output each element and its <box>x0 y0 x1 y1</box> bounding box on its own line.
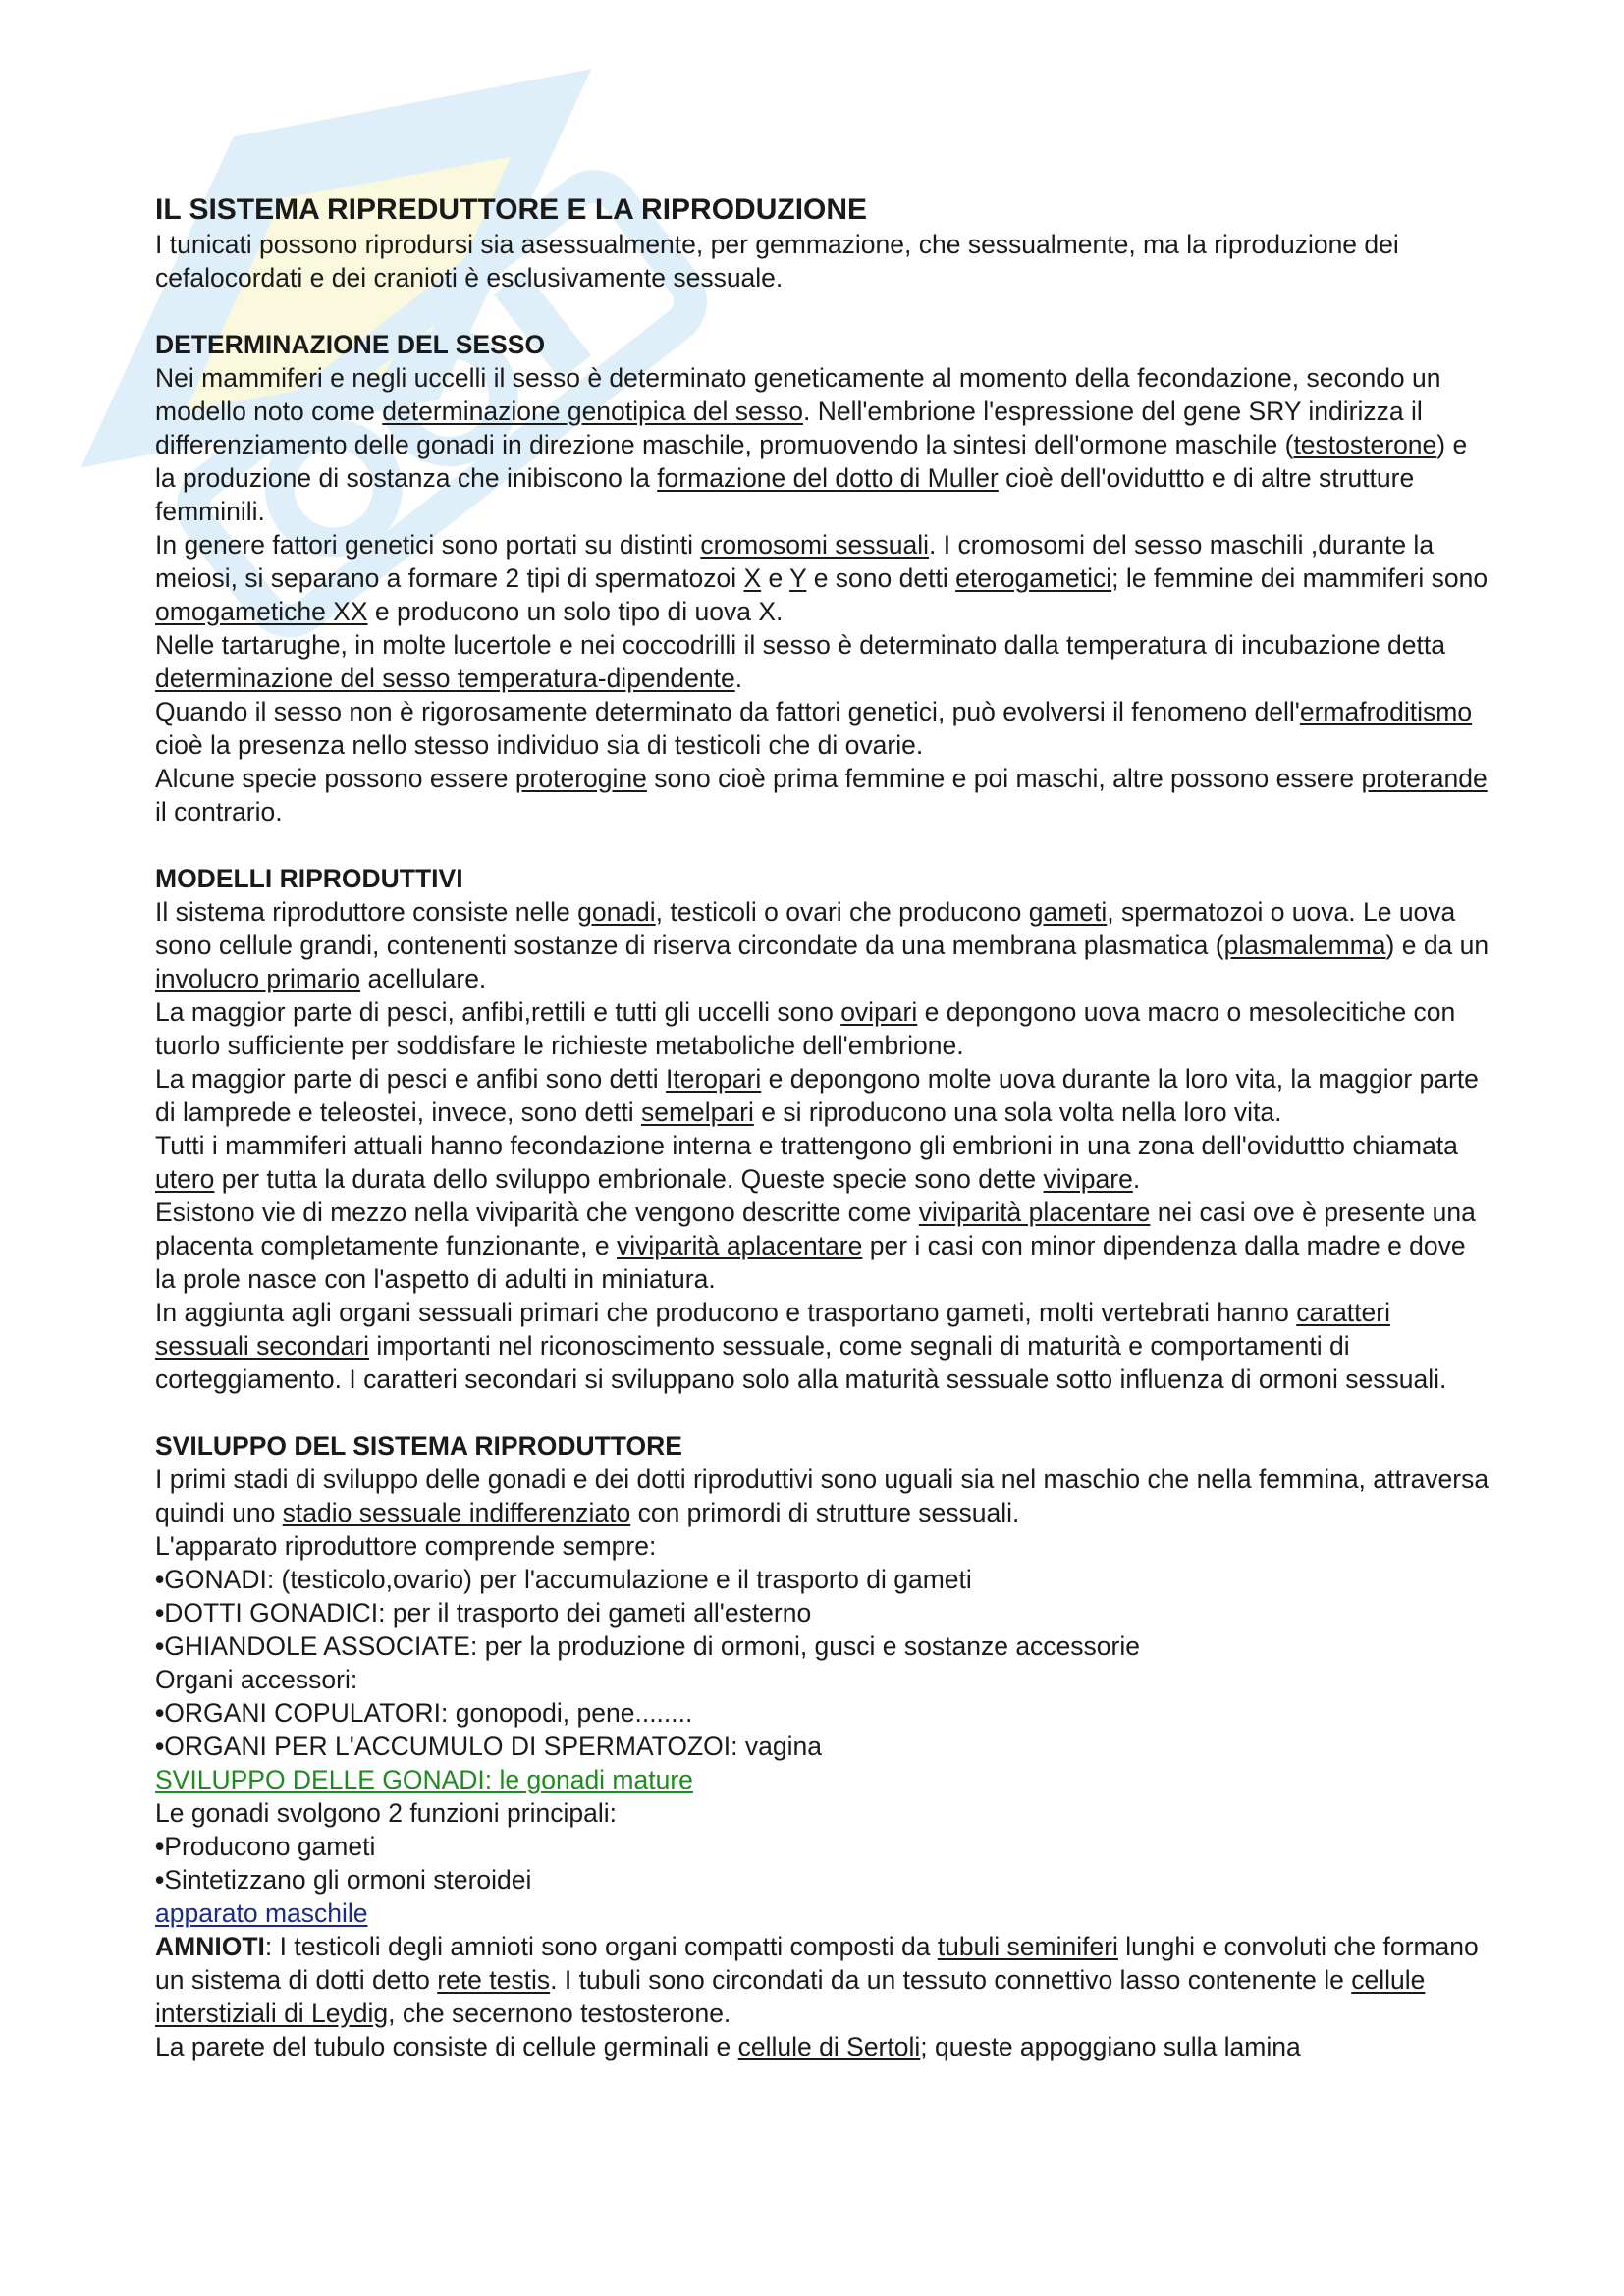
underlined-term: ovipari <box>840 997 918 1027</box>
list-item: •ORGANI COPULATORI: gonopodi, pene........ <box>155 1698 693 1728</box>
paragraph: La maggior parte di pesci, anfibi,rettili e tutti gli uccelli sono ovipari e depongono uova macro o mesolecitiche con tuorlo sufficiente per soddisfare le richieste metaboliche dell'embrione. <box>155 997 1456 1060</box>
paragraph: Nelle tartarughe, in molte lucertole e nei coccodrilli il sesso è determinato dalla temperatura di incubazione detta determinazione del sesso temperatura-dipendente. <box>155 630 1445 693</box>
underlined-term: stadio sessuale indifferenziato <box>282 1498 631 1527</box>
bullet-list-apparato <box>155 1563 1490 1663</box>
paragraph: In genere fattori genetici sono portati su distinti cromosomi sessuali. I cromosomi del sesso maschili ,durante la meiosi, si separano a formare 2 tipi di spermatozoi X e Y e sono detti eterogametici; le femmine dei mammiferi sono omogametiche XX e producono un solo tipo di uova X. <box>155 530 1489 626</box>
paragraph: La parete del tubulo consiste di cellule germinali e cellule di Sertoli; queste appoggiano sulla lamina <box>155 2032 1301 2061</box>
paragraph: Tutti i mammiferi attuali hanno fecondazione interna e trattengono gli embrioni in una zona dell'oviduttto chiamata utero per tutta la durata dello sviluppo embrionale. Queste specie sono dette vivipare. <box>155 1131 1458 1194</box>
underlined-term: gonadi <box>577 897 656 927</box>
bullet-icon: • <box>155 1732 165 1761</box>
underlined-term: X <box>743 563 762 593</box>
bullet-list-funzioni <box>155 1830 1490 1896</box>
underlined-term: viviparità aplacentare <box>616 1231 863 1260</box>
underlined-term: omogametiche XX <box>155 597 368 626</box>
bullet-list-accessori <box>155 1696 1490 1763</box>
underlined-term: cellule di Sertoli <box>737 2032 921 2061</box>
intro-paragraph: I tunicati possono riprodursi sia asessualmente, per gemmazione, che sessualmente, ma la riproduzione dei cefalocordati e dei cranioti è esclusivamente sessuale. <box>155 230 1399 293</box>
bullet-icon: • <box>155 1565 165 1594</box>
list-item: •DOTTI GONADICI: per il trasporto dei gameti all'esterno <box>155 1598 812 1628</box>
underlined-term: caratteri sessuali secondari <box>155 1298 1390 1361</box>
link-sviluppo-gonadi[interactable]: SVILUPPO DELLE GONADI: le gonadi mature <box>155 1765 693 1794</box>
underlined-term: vivipare <box>1043 1164 1133 1194</box>
list-item: •GHIANDOLE ASSOCIATE: per la produzione di ormoni, gusci e sostanze accessorie <box>155 1631 1140 1661</box>
list-item: •ORGANI PER L'ACCUMULO DI SPERMATOZOI: vagina <box>155 1732 822 1761</box>
bullet-icon: • <box>155 1832 165 1861</box>
paragraph: L'apparato riproduttore comprende sempre: <box>155 1531 657 1561</box>
underlined-term: eterogametici <box>955 563 1112 593</box>
underlined-term: gameti <box>1028 897 1108 927</box>
underlined-term: cromosomi sessuali <box>700 530 930 560</box>
paragraph: AMNIOTI: I testicoli degli amnioti sono organi compatti composti da tubuli seminiferi lunghi e convoluti che formano un sistema di dotti detto rete testis. I tubuli sono circondati da un tessuto connettivo lasso contenente le cellule interstiziali di Leydig, che secernono testosterone. <box>155 1932 1479 2028</box>
bullet-icon: • <box>155 1698 165 1728</box>
section-heading-modelli: MODELLI RIPRODUTTIVI <box>155 864 463 893</box>
paragraph: Alcune specie possono essere proterogine sono cioè prima femmine e poi maschi, altre possono essere proterande il contrario. <box>155 764 1488 827</box>
underlined-term: Y <box>789 563 807 593</box>
underlined-term: rete testis <box>437 1965 551 1995</box>
section-heading-sviluppo: SVILUPPO DEL SISTEMA RIPRODUTTORE <box>155 1431 682 1461</box>
paragraph: Quando il sesso non è rigorosamente determinato da fattori genetici, può evolversi il fenomeno dell'ermafroditismo cioè la presenza nello stesso individuo sia di testicoli che di ovarie. <box>155 697 1473 760</box>
underlined-term: cellule interstiziali di Leydig <box>155 1965 1426 2028</box>
paragraph: Il sistema riproduttore consiste nelle gonadi, testicoli o ovari che producono gameti, spermatozoi o uova. Le uova sono cellule grandi, contenenti sostanze di riserva circondate da una membrana plasmatica (plasmalemma) e da un involucro primario acellulare. <box>155 897 1489 993</box>
paragraph: I primi stadi di sviluppo delle gonadi e dei dotti riproduttivi sono uguali sia nel maschio che nella femmina, attraversa quindi uno stadio sessuale indifferenziato con primordi di strutture sessuali. <box>155 1465 1489 1527</box>
section-heading-determinazione: DETERMINAZIONE DEL SESSO <box>155 330 546 359</box>
list-item: •GONADI: (testicolo,ovario) per l'accumulazione e il trasporto di gameti <box>155 1565 972 1594</box>
underlined-term: proterande <box>1361 764 1488 793</box>
document-page <box>155 192 1490 2063</box>
paragraph: Le gonadi svolgono 2 funzioni principali: <box>155 1798 617 1828</box>
underlined-term: semelpari <box>640 1097 754 1127</box>
underlined-term: determinazione genotipica del sesso <box>382 397 803 426</box>
bullet-icon: • <box>155 1631 165 1661</box>
bullet-icon: • <box>155 1865 165 1895</box>
underlined-term: tubuli seminiferi <box>937 1932 1118 1961</box>
underlined-term: viviparità placentare <box>918 1198 1151 1227</box>
paragraph: Organi accessori: <box>155 1665 358 1694</box>
underlined-term: testosterone <box>1293 430 1437 459</box>
page-title: IL SISTEMA RIPREDUTTORE E LA RIPRODUZIONE <box>155 193 868 226</box>
underlined-term: ermafroditismo <box>1299 697 1473 726</box>
link-apparato-maschile[interactable]: apparato maschile <box>155 1898 368 1928</box>
underlined-term: plasmalemma <box>1223 931 1386 960</box>
paragraph: Esistono vie di mezzo nella viviparità che vengono descritte come viviparità placentare nei casi ove è presente una placenta completamente funzionante, e viviparità aplacentare per i casi con minor dipendenza dalla madre e dove la prole nasce con l'aspetto di adulti in miniatura. <box>155 1198 1476 1294</box>
paragraph: Nei mammiferi e negli uccelli il sesso è determinato geneticamente al momento della fecondazione, secondo un modello noto come determinazione genotipica del sesso. Nell'embrione l'espressione del gene SRY indirizza il differenziamento delle gonadi in direzione maschile, promuovendo la sintesi dell'ormone maschile (testosterone) e la produzione di sostanza che inibiscono la formazione del dotto di Muller cioè dell'oviduttto e di altre strutture femminili. <box>155 363 1468 526</box>
underlined-term: involucro primario <box>155 964 361 993</box>
bold-term: AMNIOTI <box>155 1932 265 1961</box>
list-item: •Sintetizzano gli ormoni steroidei <box>155 1865 532 1895</box>
underlined-term: determinazione del sesso temperatura-dipendente <box>155 664 735 693</box>
list-item: •Producono gameti <box>155 1832 376 1861</box>
underlined-term: utero <box>155 1164 215 1194</box>
underlined-term: proterogine <box>514 764 647 793</box>
bullet-icon: • <box>155 1598 165 1628</box>
paragraph: La maggior parte di pesci e anfibi sono detti Iteropari e depongono molte uova durante la loro vita, la maggior parte di lamprede e teleostei, invece, sono detti semelpari e si riproducono una sola volta nella loro vita. <box>155 1064 1479 1127</box>
underlined-term: Iteropari <box>666 1064 762 1094</box>
paragraph: In aggiunta agli organi sessuali primari che producono e trasportano gameti, molti vertebrati hanno caratteri sessuali secondari importanti nel riconoscimento sessuale, come segnali di maturità e comportamenti di corteggiamento. I caratteri secondari si sviluppano solo alla maturità sessuale sotto influenza di ormoni sessuali. <box>155 1298 1447 1394</box>
underlined-term: formazione del dotto di Muller <box>657 463 999 493</box>
